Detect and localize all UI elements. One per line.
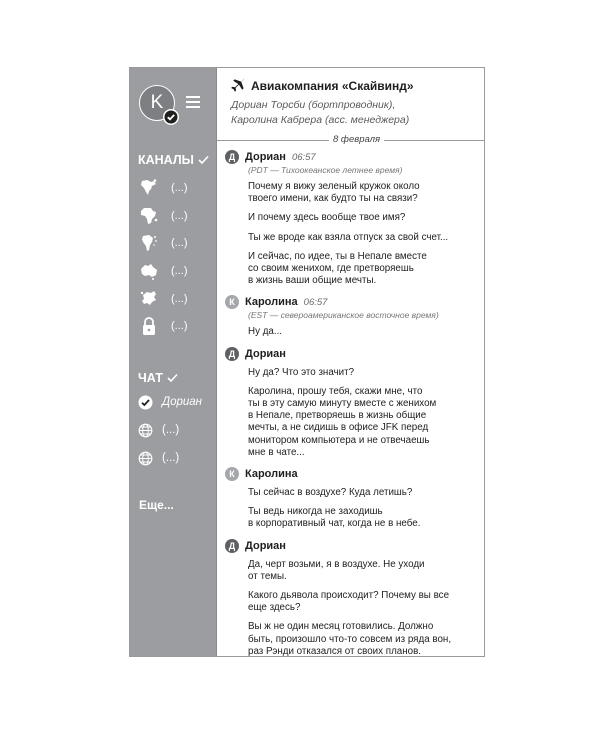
channel-label: (...) [171, 320, 188, 332]
message-body [225, 326, 478, 338]
message-text: И сейчас, по идее, ты в Непале вместе со своим женихом, где претворяешь в жизнь ваши общие мечты. [248, 250, 427, 287]
message-author: Каролина [245, 296, 298, 309]
message-text: Вы ж не один месяц готовились. Должно быть, произошло что-то совсем из ряда вон, раз Рэнди отказался от своих планов. [248, 621, 452, 657]
message-header [225, 467, 478, 481]
africa-icon [139, 206, 159, 226]
author-avatar: Д [225, 347, 239, 361]
globe-icon [138, 423, 153, 438]
message-body [225, 181, 478, 287]
channels-section-title [138, 153, 209, 167]
chat-section-title [138, 371, 178, 385]
chat-header [230, 78, 478, 128]
message-text: Ну да... [248, 326, 283, 338]
message-text: Какого дьявола происходит? Почему вы все еще здесь? [248, 590, 450, 614]
author-avatar: К [225, 295, 239, 309]
chat-label: Дориан [162, 396, 203, 408]
channel-label: (...) [171, 210, 188, 222]
chat-title: ЧАТ [138, 371, 163, 385]
channel-label: (...) [171, 293, 188, 305]
check-circle-icon [138, 395, 153, 410]
message-body [225, 367, 478, 459]
chat-check-icon [167, 373, 178, 383]
south-america-icon [139, 233, 159, 253]
chat-participants [230, 98, 478, 128]
author-avatar: К [225, 467, 239, 481]
message-time: 06:57 [303, 296, 328, 308]
message-text: Ты же вроде как взяла отпуск за свой счет... [248, 231, 449, 243]
chat-panel [217, 68, 484, 656]
chat-item-dorian[interactable] [138, 393, 202, 411]
chat-item-2[interactable] [138, 421, 179, 439]
app-window [129, 67, 485, 657]
message-header [225, 539, 478, 553]
channels-title: КАНАЛЫ [138, 153, 194, 167]
channel-item-africa[interactable] [139, 206, 188, 226]
message-author: Дориан [245, 151, 286, 163]
message-header [225, 295, 478, 309]
message-text: Ну да? Что это значит? [248, 366, 355, 378]
chat-title: Авиакомпания «Скайвинд» [251, 78, 414, 93]
message [225, 539, 478, 657]
more-link[interactable]: Еще... [139, 498, 174, 512]
avatar-letter: K [139, 85, 175, 121]
message-body [225, 487, 478, 531]
message-timezone: (PDT — Тихоокеанское летнее время) [248, 165, 403, 175]
message-author: Дориан [245, 539, 286, 552]
participant-line-2: Каролина Кабрера (асс. менеджера) [231, 114, 410, 126]
chat-label: (...) [162, 424, 180, 436]
message [225, 295, 478, 338]
message [225, 347, 478, 459]
header-title-row [230, 78, 478, 93]
message-text: И почему здесь вообще твое имя? [248, 212, 406, 224]
message-text: Ты сейчас в воздухе? Куда летишь? [248, 487, 413, 499]
chat-label: (...) [162, 452, 180, 464]
message-body [225, 559, 478, 657]
channel-label: (...) [171, 265, 188, 277]
message-text: Ты ведь никогда не заходишь в корпоративный чат, когда не в небе. [248, 506, 421, 530]
author-avatar: Д [225, 150, 239, 164]
channel-item-private[interactable] [139, 316, 188, 336]
message-timezone: (EST — североамериканское восточное время) [248, 310, 439, 321]
channel-label: (...) [171, 237, 188, 249]
message [225, 467, 478, 531]
channel-label: (...) [171, 182, 188, 194]
message-text: Каролина, прошу тебя, скажи мне, что ты в эту самую минуту вместе с женихом в Непале, претворяешь в жизнь общие мечты, а не сидишь в офисе JFK перед монитором компьютера и не отвечаешь мне в чате... [248, 385, 437, 458]
user-avatar[interactable] [139, 85, 175, 121]
hamburger-menu-icon[interactable] [186, 96, 200, 107]
sidebar [130, 68, 217, 656]
globe-icon [138, 451, 153, 466]
message-header [225, 347, 478, 361]
participant-line-1: Дориан Торсби (бортпроводник), [231, 99, 396, 111]
channel-item-north-america[interactable] [139, 178, 188, 198]
north-america-icon [139, 178, 159, 198]
lock-icon [139, 316, 159, 336]
channels-check-icon [198, 155, 209, 165]
channel-item-south-america[interactable] [139, 233, 188, 253]
channel-item-europe[interactable] [139, 289, 188, 309]
message-author: Каролина [245, 468, 298, 481]
online-check-icon [163, 109, 179, 125]
date-divider-label: 8 февраля [329, 134, 384, 145]
message-author: Дориан [245, 347, 286, 360]
channel-item-australia[interactable] [139, 261, 188, 281]
europe-icon [139, 289, 159, 309]
message-text: Да, черт возьми, я в воздухе. Не уходи от темы. [248, 558, 425, 582]
australia-icon [139, 261, 159, 281]
chat-item-3[interactable] [138, 449, 179, 467]
message-list [225, 150, 478, 657]
message-header [225, 150, 478, 164]
author-avatar: Д [225, 539, 239, 553]
airplane-icon [230, 78, 245, 93]
message-time: 06:57 [291, 151, 316, 163]
message-text: Почему я вижу зеленый кружок около твоего имени, как будто ты на связи? [248, 181, 420, 205]
message [225, 150, 478, 287]
